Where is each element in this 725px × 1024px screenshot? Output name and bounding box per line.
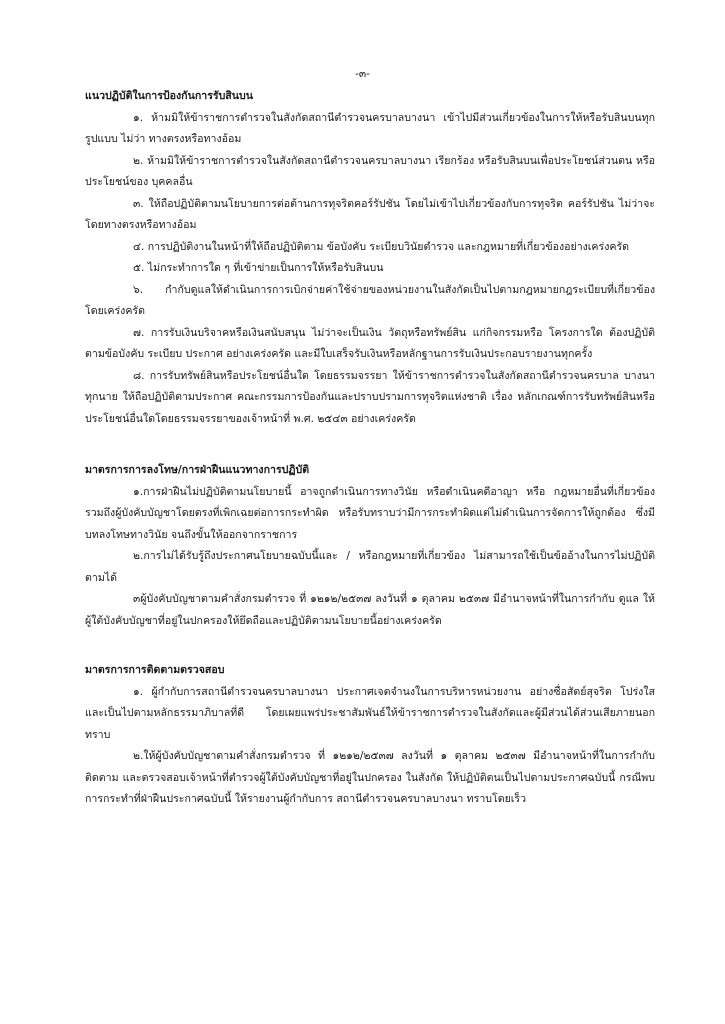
section-penalty-measures bbox=[85, 460, 655, 632]
paragraph: ๘. การรับทรัพย์สินหรือประโยชน์อื่นใด โดยธรรมจรรยา ให้ข้าราชการตำรวจในสังกัดสถานีตำรวจนครบาล บางนา ทุกนาย ให้ถือปฏิบัติตามประกาศ คณะกรรมการป้องกันและปราบปรามการทุจริตแห่งชาติ เรื่อง หลักเกณฑ์การรับทรัพย์สินหรือประโยชน์อื่นใดโดยธรรมจรรยาของเจ้าหน้าที่ พ.ศ. ๒๕๔๓ อย่างเคร่งครัด bbox=[85, 369, 655, 425]
paragraph: ๕. ไม่กระทำการใด ๆ ที่เข้าข่ายเป็นการให้หรือรับสินบน bbox=[133, 262, 384, 274]
paragraph: ๓ผู้บังคับบัญชาตามคำสั่งกรมตำรวจ ที่ ๑๒๑๒/๒๕๓๗ ลงวันที่ ๑ ตุลาคม ๒๕๓๗ มีอำนาจหน้าที่ในการกำกับ ดูแล ให้ผู้ใต้บังคับบัญชาที่อยู่ในปกครองให้ยึดถือและปฏิบัติตามนโยบายนี้อย่างเคร่งครัด bbox=[85, 593, 655, 627]
section-monitoring-measures bbox=[85, 660, 655, 811]
section-heading: มาตรการการติดตามตรวจสอบ bbox=[85, 664, 225, 676]
section-heading: มาตรการการลงโทษ/การฝ่าฝืนแนวทางการปฏิบัติ bbox=[85, 464, 310, 476]
paragraph: ๑. ห้ามมิให้ข้าราชการตำรวจในสังกัดสถานีตำรวจนครบาลบางนา เข้าไปมีส่วนเกี่ยวข้องในการให้หรือรับสินบนทุกรูปแบบ ไม่ว่า ทางตรงหรือทางอ้อม bbox=[85, 111, 655, 145]
section-heading: แนวปฏิบัติในการป้องกันการรับสินบน bbox=[85, 90, 253, 102]
paragraph: ๑. ผู้กำกับการสถานีตำรวจนครบาลบางนา ประกาศเจตจำนงในการบริหารหน่วยงาน อย่างซื่อสัตย์สุจริต โปร่งใส และเป็นไปตามหลักธรรมาภิบาลที่ดี โดยเผยแพร่ประชาสัมพันธ์ให้ข้าราชการตำรวจในสังกัดและผู้มีส่วนได้ส่วนเสียภายนอกทราบ bbox=[85, 685, 655, 741]
paragraph: ๖. กำกับดูแลให้ดำเนินการการเบิกจ่ายค่าใช้จ่ายของหน่วยงานในสังกัดเป็นไปตามกฎหมายกฎระเบียบที่เกี่ยวข้องโดยเคร่งครัด bbox=[85, 283, 655, 317]
paragraph: ๗. การรับเงินบริจาคหรือเงินสนับสนุน ไม่ว่าจะเป็นเงิน วัตถุหรือทรัพย์สิน แก่กิจกรรมหรือ โครงการใด ต้องปฏิบัติตามข้อบังคับ ระเบียบ ประกาศ อย่างเคร่งครัด และมีใบเสร็จรับเงินหรือหลักฐานการรับเงินประกอบรายงานทุกครั้ง bbox=[85, 326, 655, 360]
paragraph: ๒.ให้ผู้บังคับบัญชาตามคำสั่งกรมตำรวจ ที่ ๑๒๑๒/๒๕๓๗ ลงวันที่ ๑ ตุลาคม ๒๕๓๗ มีอำนาจหน้าที่ในการกำกับ ติดตาม และตรวจสอบเจ้าหน้าที่ตำรวจผู้ใต้บังคับบัญชาที่อยู่ในปกครอง ในสังกัด ให้ปฏิบัติตนเป็นไปตามประกาศฉบับนี้ กรณีพบการกระทำที่ฝ่าฝืนประกาศฉบับนี้ ให้รายงานผู้กำกับการ สถานีตำรวจนครบาลบางนา ทราบโดยเร็ว bbox=[85, 750, 655, 805]
paragraph: ๒.การไม่ได้รับรู้ถึงประกาศนโยบายฉบับนี้และ / หรือกฎหมายที่เกี่ยวข้อง ไม่สามารถใช้เป็นข้ออ้างในการไม่ปฏิบัติตามได้ bbox=[85, 550, 655, 584]
paragraph: ๔. การปฏิบัติงานในหน้าที่ให้ถือปฏิบัติตาม ข้อบังคับ ระเบียบวินัยตำรวจ และกฎหมายที่เกี่ยวข้องอย่างเคร่งครัด bbox=[133, 240, 630, 253]
paragraph: ๒. ห้ามมิให้ข้าราชการตำรวจในสังกัดสถานีตำรวจนครบาลบางนา เรียกร้อง หรือรับสินบนเพื่อประโยชน์ส่วนตน หรือประโยชน์ของ บุคคลอื่น bbox=[85, 154, 655, 188]
paragraph: ๑.การฝ่าฝืนไม่ปฏิบัติตามนโยบายนี้ อาจถูกดำเนินการทางวินัย หรือดำเนินคดีอาญา หรือ กฎหมายอื่นที่เกี่ยวข้อง รวมถึงผู้บังคับบัญชาโดยตรงที่เพิกเฉยต่อการกระทำผิด หรือรับทราบว่ามีการกระทำผิดแต่ไม่ดำเนินการจัดการให้ถูกต้อง ซึ่งมีบทลงโทษทางวินัย จนถึงขั้นให้ออกจากราชการ bbox=[85, 485, 655, 541]
page-number: -๓- bbox=[355, 68, 370, 80]
paragraph: ๓. ให้ถือปฏิบัติตามนโยบายการต่อต้านการทุจริตคอร์รัปชัน โดยไม่เข้าไปเกี่ยวข้องกับการทุจริต คอร์รัปชัน ไม่ว่าจะโดยทางตรงหรือทางอ้อม bbox=[85, 197, 655, 231]
section-bribery-prevention bbox=[85, 86, 655, 430]
